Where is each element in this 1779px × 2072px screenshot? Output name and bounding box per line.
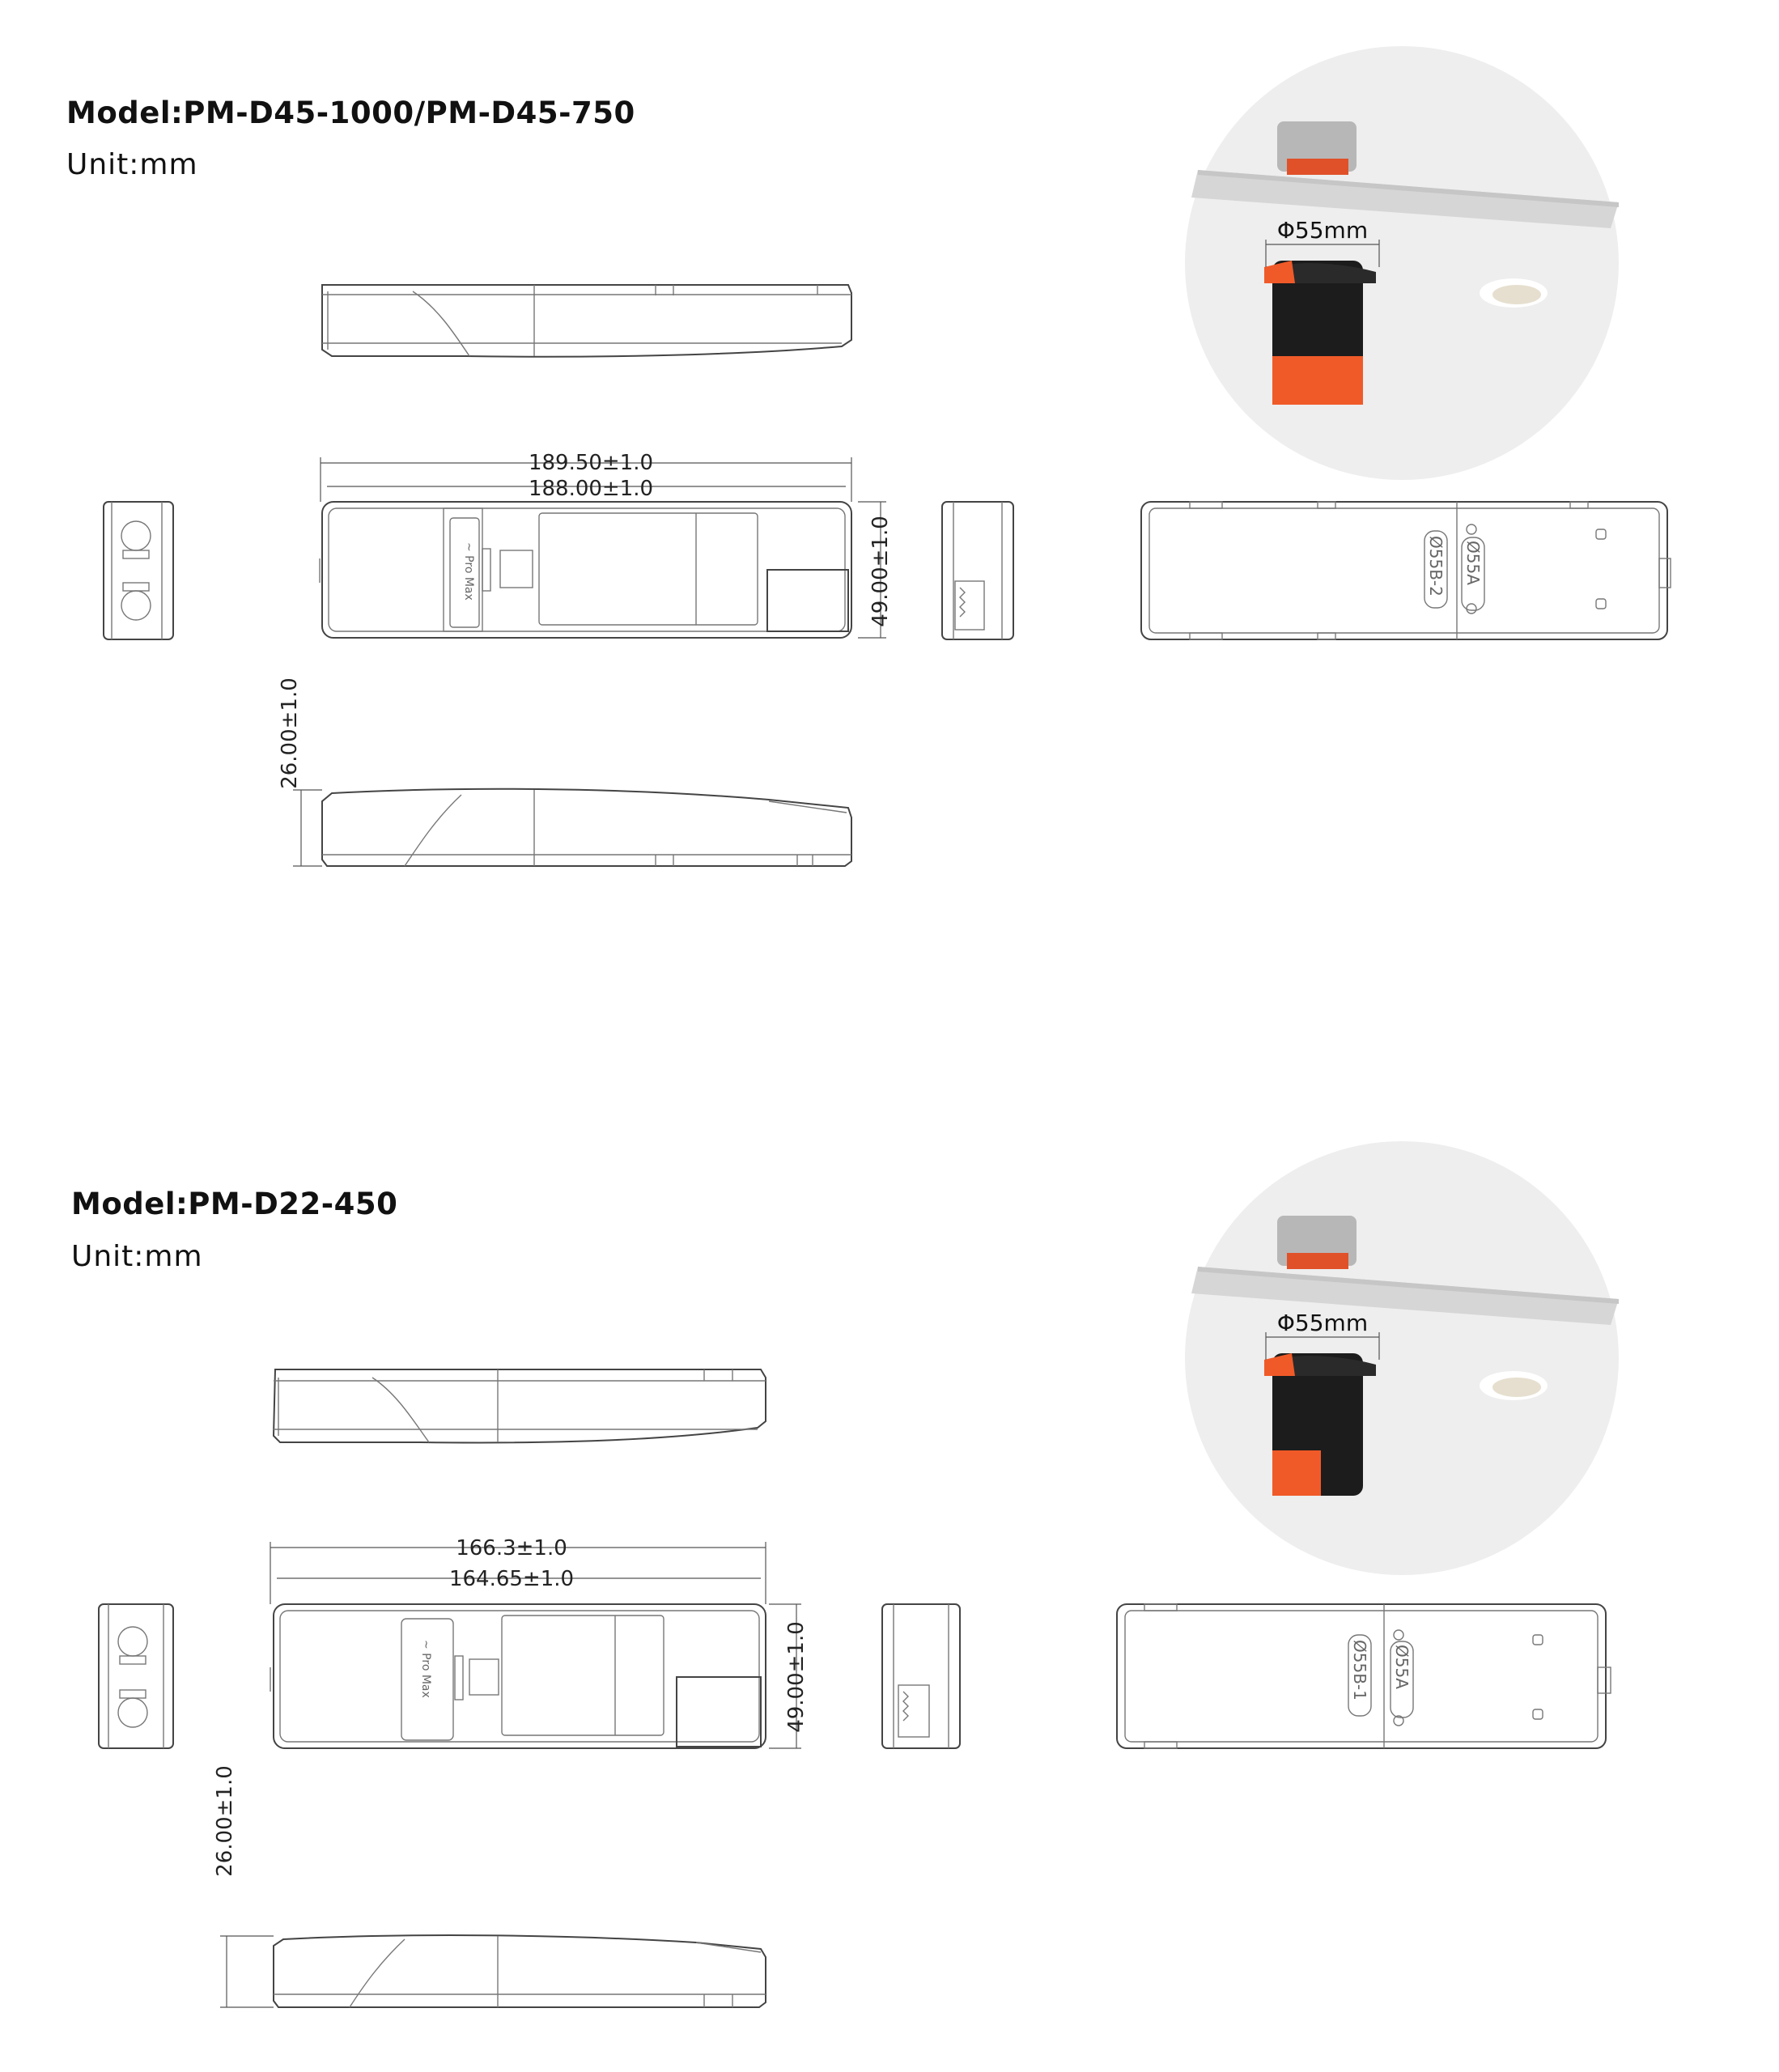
side-view-top <box>274 1369 766 1442</box>
length-dimension <box>321 451 851 502</box>
side-view-top <box>322 285 851 357</box>
width-label: 49.00±1.0 <box>784 1621 809 1733</box>
cutout-label: Φ55mm <box>1276 1310 1369 1336</box>
plan-view <box>270 1604 766 1748</box>
back-label: Ø55B-2 <box>1426 536 1446 597</box>
svg-text:~ Pro Max: ~ Pro Max <box>419 1640 432 1698</box>
model-title: Model:PM-D45-1000/PM-D45-750 <box>66 96 635 130</box>
body-length-label: 164.65±1.0 <box>448 1567 575 1591</box>
side-view-bottom <box>322 789 851 866</box>
body-length-label: 188.00±1.0 <box>528 477 654 501</box>
height-dimension <box>213 1765 274 2007</box>
drawing-section-2 <box>0 1101 1779 2072</box>
unit-label: Unit:mm <box>71 1240 203 1273</box>
unit-label: Unit:mm <box>66 148 198 181</box>
back-label-2: Ø55A <box>1392 1645 1412 1689</box>
height-dimension <box>278 677 322 866</box>
width-dimension <box>769 1604 809 1748</box>
back-label: Ø55B-1 <box>1350 1640 1369 1700</box>
right-end-view <box>882 1604 960 1748</box>
back-view <box>1117 1604 1611 1748</box>
side-view-bottom <box>274 1935 766 2007</box>
left-end-view <box>104 502 173 639</box>
technical-drawing <box>0 1101 1779 2072</box>
back-label-2: Ø55A <box>1463 541 1483 585</box>
height-label: 26.00±1.0 <box>213 1765 237 1877</box>
overall-length-label: 166.3±1.0 <box>456 1536 567 1560</box>
left-end-view <box>99 1604 173 1748</box>
installation-illustration <box>1185 46 1619 480</box>
length-dimension <box>270 1536 766 1604</box>
cutout-label: Φ55mm <box>1276 217 1369 244</box>
overall-length-label: 189.50±1.0 <box>528 451 654 475</box>
model-title: Model:PM-D22-450 <box>71 1187 398 1221</box>
plan-view <box>320 502 851 638</box>
svg-text:~ Pro Max: ~ Pro Max <box>462 542 475 601</box>
back-view <box>1141 502 1671 639</box>
width-label: 49.00±1.0 <box>868 516 893 627</box>
right-end-view <box>942 502 1013 639</box>
height-label: 26.00±1.0 <box>278 677 302 789</box>
width-dimension <box>858 502 893 638</box>
installation-illustration <box>1185 1141 1619 1575</box>
